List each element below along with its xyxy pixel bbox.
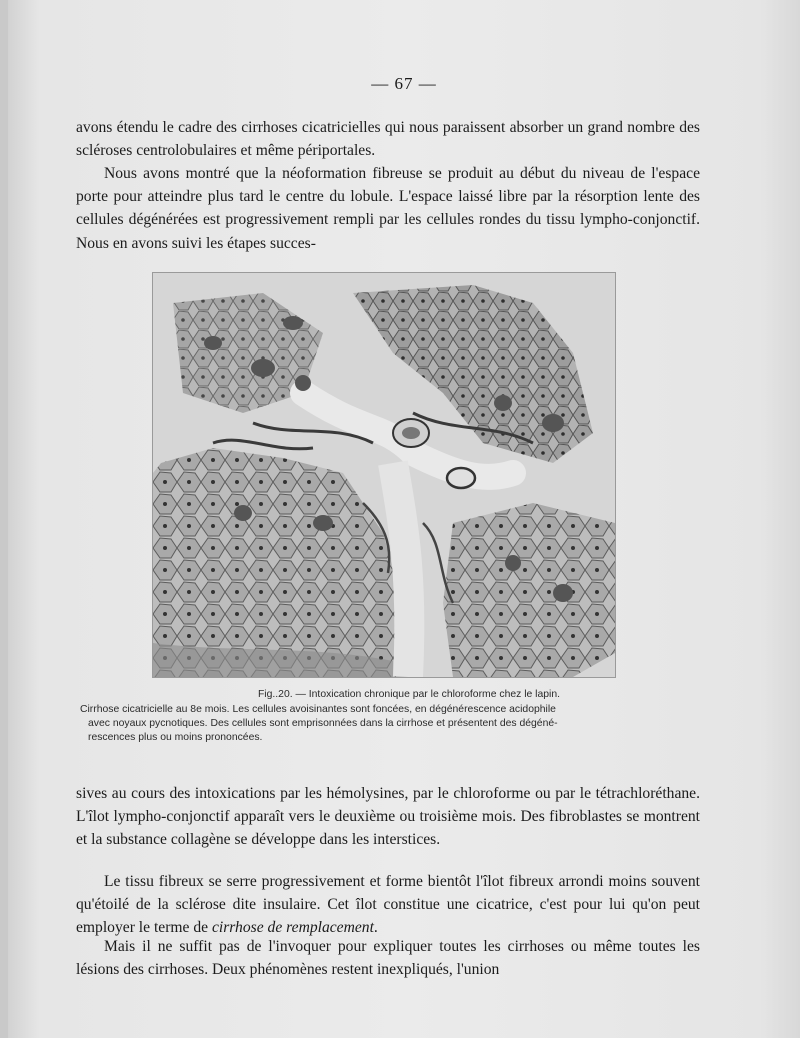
caption-line-1: Cirrhose cicatricielle au 8e mois. Les cellules avoisinantes sont foncées, en dégénérescence acidophile — [80, 704, 556, 715]
paragraph-4-text: Le tissu fibreux se serre progressivement et forme bientôt l'îlot fibreux arrondi moins souvent qu'étoilé de la sclérose dite insulaire. Cet îlot constitue une cicatrice, c'est pour lui qu'on peut employer le terme de — [76, 873, 700, 937]
paragraph-1: avons étendu le cadre des cirrhoses cicatricielles qui nous paraissent absorber un grand nombre des scléroses centrolobulaires et même périportales. — [76, 119, 700, 160]
paragraph-5-text: Mais il ne suffit pas de l'invoquer pour expliquer toutes les cirrhoses ou même toutes les lésions des cirrhoses. Deux phénomènes restent inexpliqués, l'union — [76, 938, 700, 979]
paragraph-5 — [76, 935, 700, 981]
paragraph-2-text: Nous avons montré que la néoformation fibreuse se produit au début du niveau de l'espace porte pour atteindre plus tard le centre du lobule. L'espace laissé libre par la résorption lente des cellules dégénérées est progressivement rempli par les cellules rondes du tissu lympho-conjonctif. Nous en avons suivi les étapes succes- — [76, 165, 700, 252]
document-page — [8, 0, 800, 1038]
caption-line-2: avec noyaux pycnotiques. Des cellules sont emprisonnées dans la cirrhose et présentent des dégéné- — [88, 718, 558, 729]
paragraph-4 — [76, 870, 700, 940]
histology-figure — [152, 272, 616, 678]
paragraph-3: sives au cours des intoxications par les hémolysines, par le chloroforme ou par le tétrachloréthane. L'îlot lympho-conjonctif apparaît vers le deuxième ou troisième mois. Des fibroblastes se montrent et la substance collagène se développe dans les interstices. — [76, 785, 700, 849]
paragraph-2 — [76, 162, 700, 255]
paragraph-4-end: . — [373, 919, 378, 937]
caption-line-3: rescences plus ou moins prononcées. — [88, 732, 263, 743]
caption-title: Fig..20. — Intoxication chronique par le chloroforme chez le lapin. — [257, 689, 561, 700]
page-number: — 67 — — [371, 74, 437, 93]
caption-body — [80, 703, 708, 745]
liver-tissue-illustration — [153, 273, 615, 677]
figure-caption — [80, 688, 708, 745]
paragraph-4-italic-term: cirrhose de remplacement — [211, 919, 374, 937]
